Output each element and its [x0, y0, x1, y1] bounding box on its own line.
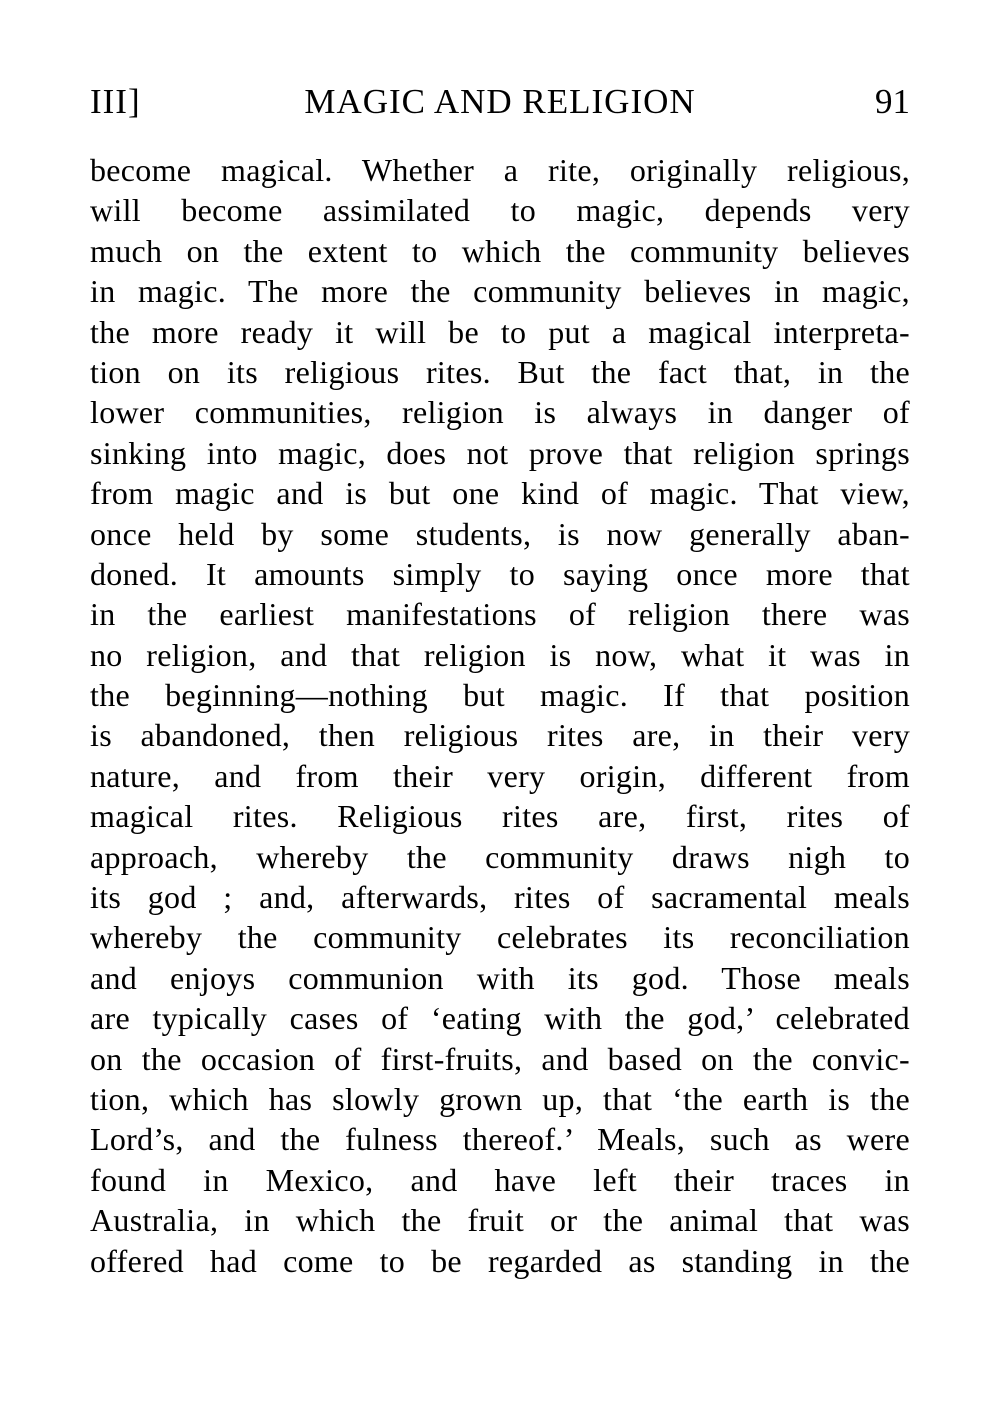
text-line: whereby the community celebrates its reconciliation	[90, 919, 910, 956]
text-line: lower communities, religion is always in danger of	[90, 394, 910, 431]
text-line: sinking into magic, does not prove that religion springs	[90, 434, 910, 471]
running-head	[90, 78, 910, 126]
page-number: 91	[875, 82, 910, 121]
text-line: magical rites. Religious rites are, first, rites of	[90, 798, 910, 835]
text-line: become magical. Whether a rite, originally religious,	[90, 152, 910, 188]
text-line: is abandoned, then religious rites are, in their very	[90, 717, 910, 754]
running-title: MAGIC AND RELIGION	[304, 82, 696, 121]
text-line: on the occasion of first-fruits, and based on the convic-	[90, 1040, 910, 1077]
text-line: doned. It amounts simply to saying once more that	[90, 555, 910, 592]
text-line: the beginning—nothing but magic. If that position	[90, 677, 910, 714]
text-line: tion, which has slowly grown up, that ‘the earth is the	[90, 1080, 910, 1117]
text-line: found in Mexico, and have left their traces in	[90, 1161, 910, 1198]
text-line: in magic. The more the community believes in magic,	[90, 273, 910, 310]
text-line: much on the extent to which the community believes	[90, 232, 910, 269]
text-line: approach, whereby the community draws nigh to	[90, 838, 910, 875]
text-line: nature, and from their very origin, different from	[90, 757, 910, 794]
chapter-marker: III]	[90, 82, 141, 121]
text-line: offered had come to be regarded as standing in the	[90, 1242, 910, 1279]
text-line: Lord’s, and the fulness thereof.’ Meals, such as were	[90, 1121, 910, 1158]
text-line: its god ; and, afterwards, rites of sacramental meals	[90, 879, 910, 916]
text-line: in the earliest manifestations of religion there was	[90, 596, 910, 633]
body-text	[90, 150, 910, 1281]
text-line: no religion, and that religion is now, what it was in	[90, 636, 910, 673]
text-line: the more ready it will be to put a magical interpreta-	[90, 313, 910, 350]
text-line: from magic and is but one kind of magic. That view,	[90, 475, 910, 512]
text-line: and enjoys communion with its god. Those meals	[90, 959, 910, 996]
text-line: tion on its religious rites. But the fact that, in the	[90, 353, 910, 390]
text-line: are typically cases of ‘eating with the god,’ celebrated	[90, 1000, 910, 1037]
text-line: will become assimilated to magic, depends very	[90, 192, 910, 229]
text-line: once held by some students, is now generally aban-	[90, 515, 910, 552]
text-line: Australia, in which the fruit or the animal that was	[90, 1202, 910, 1239]
